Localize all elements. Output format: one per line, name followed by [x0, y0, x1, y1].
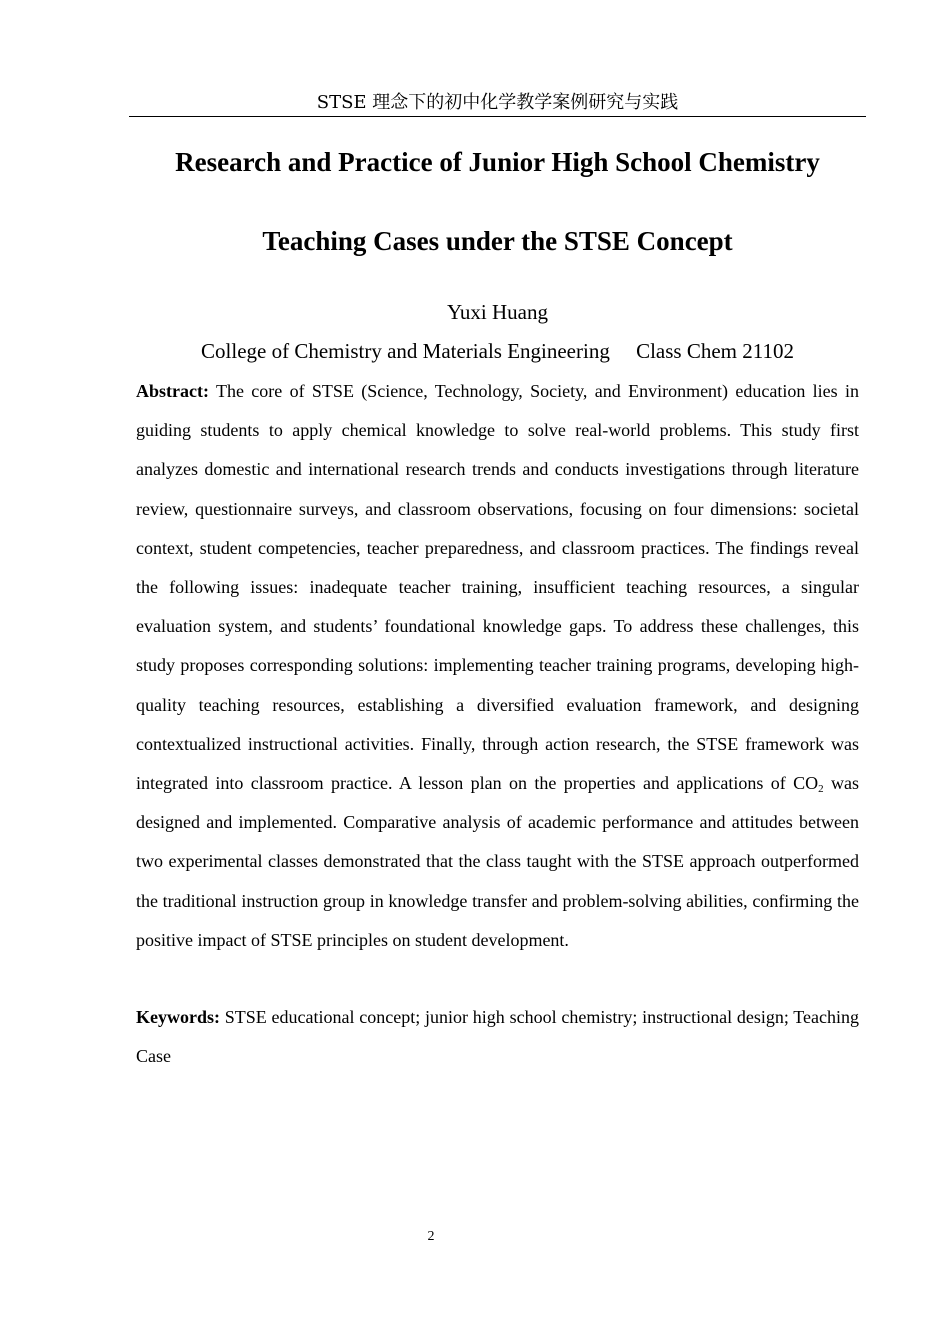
abstract-text-part-1: The core of STSE (Science, Technology, Society, and Environment) education lies in guiding students to apply chemical knowledge to solve real-world problems. This study first analyzes domestic and international research trends and conducts investigations through literature review, questionnaire surveys, and classroom observations, focusing on four dimensions: societal context, student competencies, teacher preparedness, and classroom practices. The findings reveal the following issues: inadequate teacher training, insufficient teaching resources, a singular evaluation system, and students’ foundational knowledge gaps. To address these challenges, this study proposes corresponding solutions: implementing teacher training programs, developing high-quality teaching resources, establishing a diversified evaluation framework, and designing contextualized instructional activities. Finally, through action research, the STSE framework was integrated into classroom practice. A lesson plan on the properties and applications of — [136, 381, 859, 794]
running-header: STSE 理念下的初中化学教学案例研究与实践 — [316, 92, 679, 113]
formula-subscript: 2 — [818, 783, 824, 796]
author-affiliation — [110, 337, 885, 365]
paper-title-line-1: Research and Practice of Junior High School Chemistry — [175, 147, 820, 177]
co2-formula — [793, 773, 824, 796]
formula-base: CO — [793, 773, 819, 794]
abstract-label: Abstract: — [136, 381, 209, 401]
page-number: 2 — [427, 1229, 435, 1244]
abstract-paragraph — [136, 372, 859, 960]
keywords-paragraph — [136, 998, 859, 1076]
header-divider — [129, 116, 866, 117]
class-name: Class Chem 21102 — [636, 339, 794, 363]
author-name: Yuxi Huang — [447, 300, 548, 324]
college-name: College of Chemistry and Materials Engineering — [201, 339, 610, 363]
paper-title-line-2: Teaching Cases under the STSE Concept — [262, 226, 733, 256]
abstract-text-part-2: was designed and implemented. Comparative analysis of academic performance and attitudes between two experimental classes demonstrated that the class taught with the STSE approach outperformed the traditional instruction group in knowledge transfer and problem-solving abilities, confirming the positive impact of STSE principles on student development. — [136, 773, 859, 950]
keywords-label: Keywords: — [136, 1007, 220, 1027]
keywords-text: STSE educational concept; junior high school chemistry; instructional design; Teaching Case — [136, 1007, 859, 1066]
